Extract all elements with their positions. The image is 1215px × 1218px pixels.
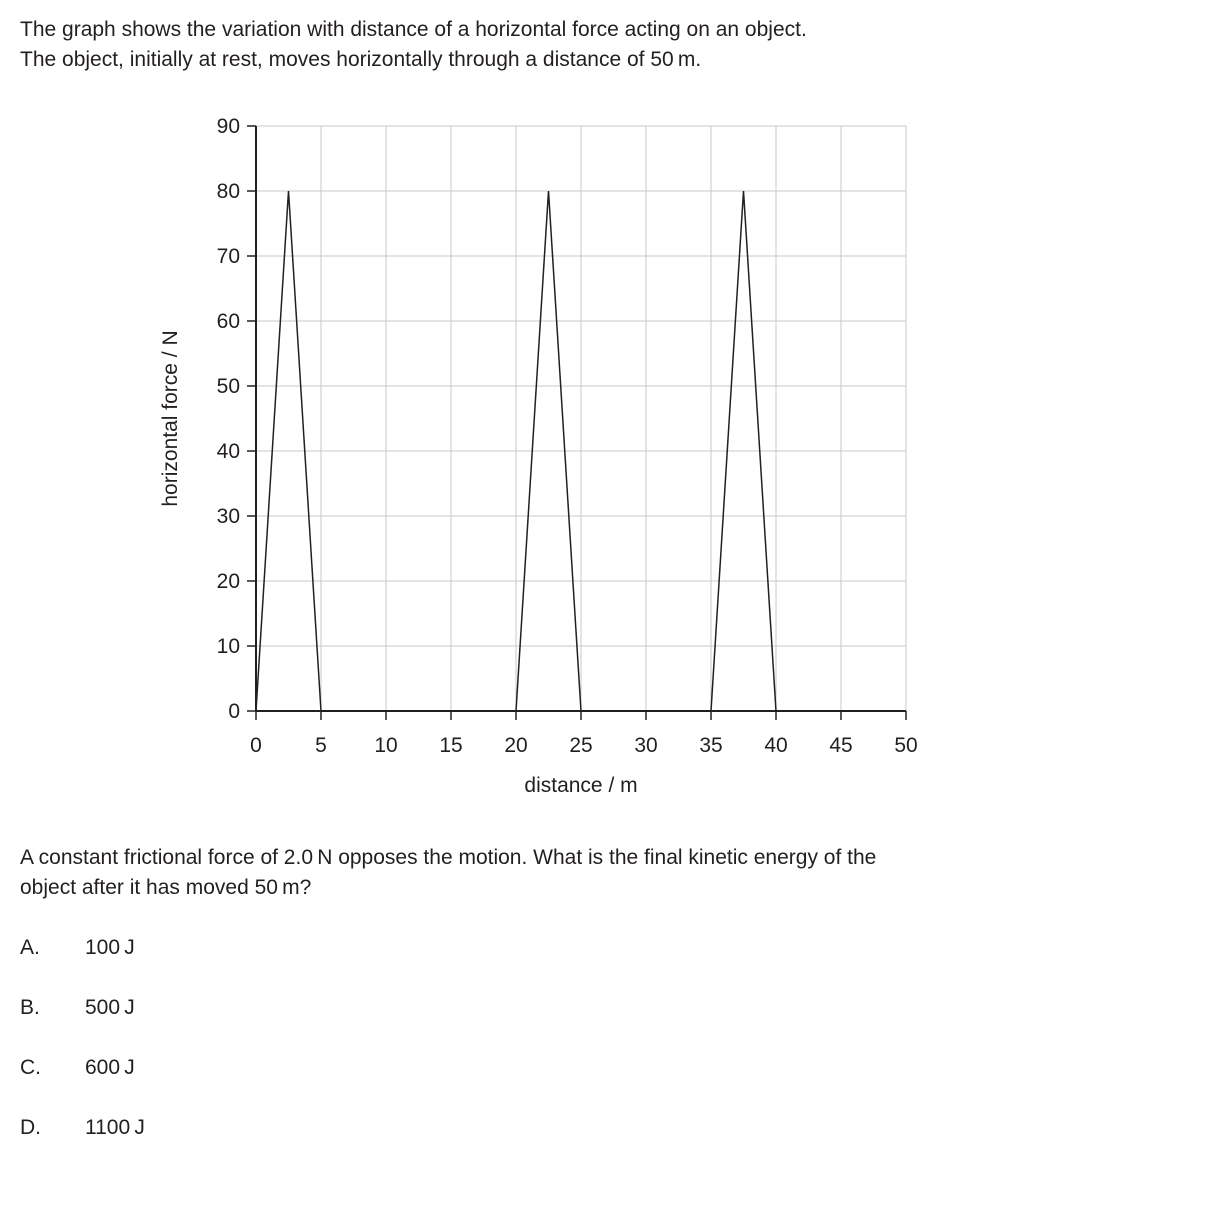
y-tick-label: 0 — [228, 700, 240, 723]
y-tick-label: 90 — [216, 115, 240, 138]
y-tick-label: 60 — [216, 310, 240, 333]
x-tick-label: 15 — [439, 734, 463, 757]
option-value: 500 J — [85, 996, 135, 1019]
question-line-1: A constant frictional force of 2.0 N opposes the motion. What is the final kinetic energy of the — [20, 846, 877, 869]
x-tick-label: 10 — [374, 734, 398, 757]
x-tick-label: 30 — [634, 734, 658, 757]
x-tick-label: 40 — [764, 734, 788, 757]
option-value: 100 J — [85, 936, 135, 959]
option-letter: A. — [20, 936, 40, 959]
y-tick-label: 30 — [216, 505, 240, 528]
x-tick-label: 25 — [569, 734, 593, 757]
y-tick-label: 80 — [216, 180, 240, 203]
y-tick-label: 20 — [216, 570, 240, 593]
x-tick-label: 5 — [315, 734, 327, 757]
x-tick-label: 0 — [250, 734, 262, 757]
y-axis-label: horizontal force / N — [159, 330, 182, 507]
option-letter: D. — [20, 1116, 41, 1139]
option-value: 1100 J — [85, 1116, 145, 1139]
option-letter: C. — [20, 1056, 41, 1079]
y-tick-label: 10 — [216, 635, 240, 658]
option-value: 600 J — [85, 1056, 135, 1079]
intro-line-1: The graph shows the variation with distance of a horizontal force acting on an object. — [20, 18, 807, 41]
x-tick-label: 45 — [829, 734, 853, 757]
y-tick-label: 40 — [216, 440, 240, 463]
x-tick-label: 50 — [894, 734, 918, 757]
intro-line-2: The object, initially at rest, moves horizontally through a distance of 50 m. — [20, 48, 702, 71]
x-tick-label: 35 — [699, 734, 723, 757]
question-text — [20, 843, 876, 903]
option-letter: B. — [20, 996, 40, 1019]
y-tick-label: 70 — [216, 245, 240, 268]
question-line-2: object after it has moved 50 m? — [20, 876, 312, 899]
y-tick-label: 50 — [216, 375, 240, 398]
x-axis-label: distance / m — [524, 774, 638, 797]
x-tick-label: 20 — [504, 734, 528, 757]
